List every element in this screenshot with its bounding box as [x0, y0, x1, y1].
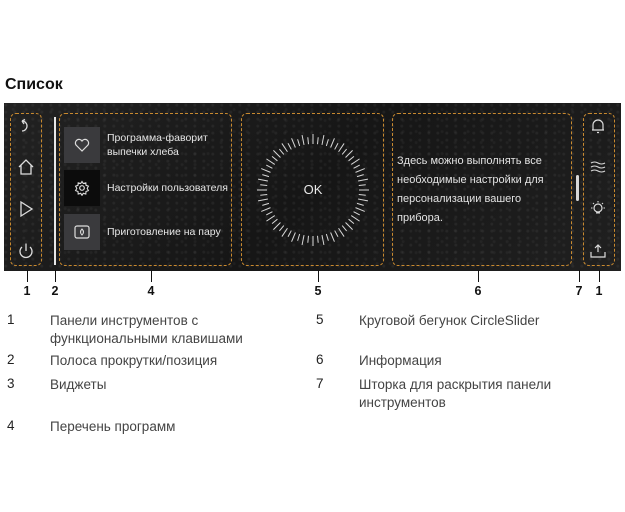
- slider-tick: [358, 179, 368, 181]
- steam-waves-icon[interactable]: [589, 158, 607, 176]
- slider-tick: [282, 228, 288, 236]
- slider-tick: [355, 208, 364, 212]
- callout-number: 1: [23, 284, 31, 298]
- circle-slider-ok-label[interactable]: OK: [303, 182, 323, 197]
- slider-tick: [326, 234, 328, 241]
- slider-tick: [272, 219, 277, 223]
- slider-tick: [260, 195, 267, 196]
- program-label: Настройки пользователя: [107, 182, 228, 194]
- slider-tick: [351, 216, 359, 222]
- slider-tick: [346, 150, 353, 157]
- callout-number: 7: [575, 284, 583, 298]
- legend-text: Шторка для раскрытия панели инструментов: [359, 377, 552, 410]
- legend-text: Панели инструментов с функциональными клавишами: [50, 313, 243, 346]
- slider-tick: [302, 235, 304, 245]
- slider-tick: [335, 143, 338, 149]
- legend-text: Информация: [359, 353, 442, 368]
- slider-tick: [357, 175, 364, 177]
- callout-tick: [55, 270, 56, 282]
- legend-number: 5: [316, 312, 324, 327]
- slider-tick: [349, 219, 354, 223]
- slider-tick: [273, 150, 280, 157]
- program-item-steam[interactable]: [64, 214, 232, 250]
- slider-tick: [279, 149, 283, 154]
- slider-tick: [292, 232, 296, 241]
- legend-number: 3: [7, 376, 15, 391]
- slider-tick: [318, 137, 319, 144]
- slider-tick: [335, 231, 338, 237]
- home-icon[interactable]: [17, 158, 35, 176]
- program-item-bread[interactable]: [64, 127, 232, 163]
- slider-tick: [318, 236, 319, 243]
- slider-tick: [272, 156, 277, 160]
- slider-tick: [349, 156, 354, 160]
- callout-number: 4: [147, 284, 155, 298]
- back-arrow-icon[interactable]: [18, 118, 34, 134]
- legend-text: Полоса прокрутки/позиция: [50, 353, 218, 368]
- slider-tick: [355, 169, 364, 173]
- tray-icon[interactable]: [589, 242, 607, 260]
- slider-tick: [342, 226, 346, 231]
- callout-tick: [318, 270, 319, 282]
- callout-tick: [478, 270, 479, 282]
- slider-tick: [292, 138, 296, 147]
- slider-tick: [322, 235, 324, 245]
- slider-tick: [354, 212, 360, 215]
- slider-tick: [298, 139, 300, 146]
- slider-tick: [273, 223, 280, 230]
- slider-tick: [288, 143, 291, 149]
- legend-text: Виджеты: [50, 377, 107, 392]
- play-triangle-icon[interactable]: [18, 200, 34, 218]
- slider-tick: [262, 175, 269, 177]
- slider-tick: [288, 231, 291, 237]
- legend-number: 1: [7, 312, 15, 327]
- slider-tick: [260, 185, 267, 186]
- legend-number: 4: [7, 418, 15, 433]
- slider-tick: [302, 135, 304, 145]
- slider-tick: [262, 203, 269, 205]
- settings-gear-icon: [64, 170, 100, 206]
- slider-tick: [266, 216, 274, 222]
- program-label: Программа-фаворит выпечки хлеба: [107, 132, 208, 158]
- legend-text: Круговой бегунок CircleSlider: [359, 313, 540, 328]
- slider-tick: [357, 203, 364, 205]
- info-text: Здесь можно выполнять все необходимые настройки для персонализации вашего прибора.: [397, 155, 544, 224]
- light-bulb-icon[interactable]: [589, 200, 607, 218]
- slider-tick: [359, 195, 366, 196]
- callout-number: 1: [595, 284, 603, 298]
- slider-tick: [266, 212, 272, 215]
- slider-tick: [308, 236, 309, 243]
- slider-tick: [358, 199, 368, 201]
- slider-tick: [279, 226, 283, 231]
- callout-number: 2: [51, 284, 59, 298]
- slider-tick: [261, 208, 270, 212]
- callout-number: 5: [314, 284, 322, 298]
- section-title: Список: [5, 76, 63, 93]
- slider-tick: [339, 143, 345, 151]
- slider-tick: [331, 232, 335, 241]
- slider-tick: [326, 139, 328, 146]
- slider-tick: [266, 165, 272, 168]
- slider-tick: [354, 165, 360, 168]
- callout-number: 6: [474, 284, 482, 298]
- slider-tick: [351, 159, 359, 165]
- slider-tick: [258, 179, 268, 181]
- slider-tick: [298, 234, 300, 241]
- toolbar-drawer-handle[interactable]: [576, 175, 579, 201]
- slider-tick: [282, 143, 288, 151]
- slider-tick: [308, 137, 309, 144]
- slider-tick: [266, 159, 274, 165]
- slider-tick: [331, 138, 335, 147]
- power-icon[interactable]: [17, 242, 35, 260]
- legend-number: 2: [7, 352, 15, 367]
- program-item-user-settings[interactable]: [64, 170, 232, 206]
- program-label: Приготовление на пару: [107, 226, 221, 238]
- slider-tick: [339, 228, 345, 236]
- slider-tick: [322, 135, 324, 145]
- heart-icon: [64, 127, 100, 163]
- scrollbar-position[interactable]: [54, 117, 56, 265]
- legend-number: 6: [316, 352, 324, 367]
- slider-tick: [346, 223, 353, 230]
- slider-tick: [258, 199, 268, 201]
- callout-tick: [579, 270, 580, 282]
- legend-text: Перечень программ: [50, 419, 176, 434]
- steam-icon: [64, 214, 100, 250]
- bell-icon[interactable]: [589, 117, 607, 135]
- callout-tick: [151, 270, 152, 282]
- slider-tick: [342, 149, 346, 154]
- callout-tick: [27, 270, 28, 282]
- slider-tick: [261, 169, 270, 173]
- legend-number: 7: [316, 376, 324, 391]
- slider-tick: [359, 185, 366, 186]
- callout-tick: [599, 270, 600, 282]
